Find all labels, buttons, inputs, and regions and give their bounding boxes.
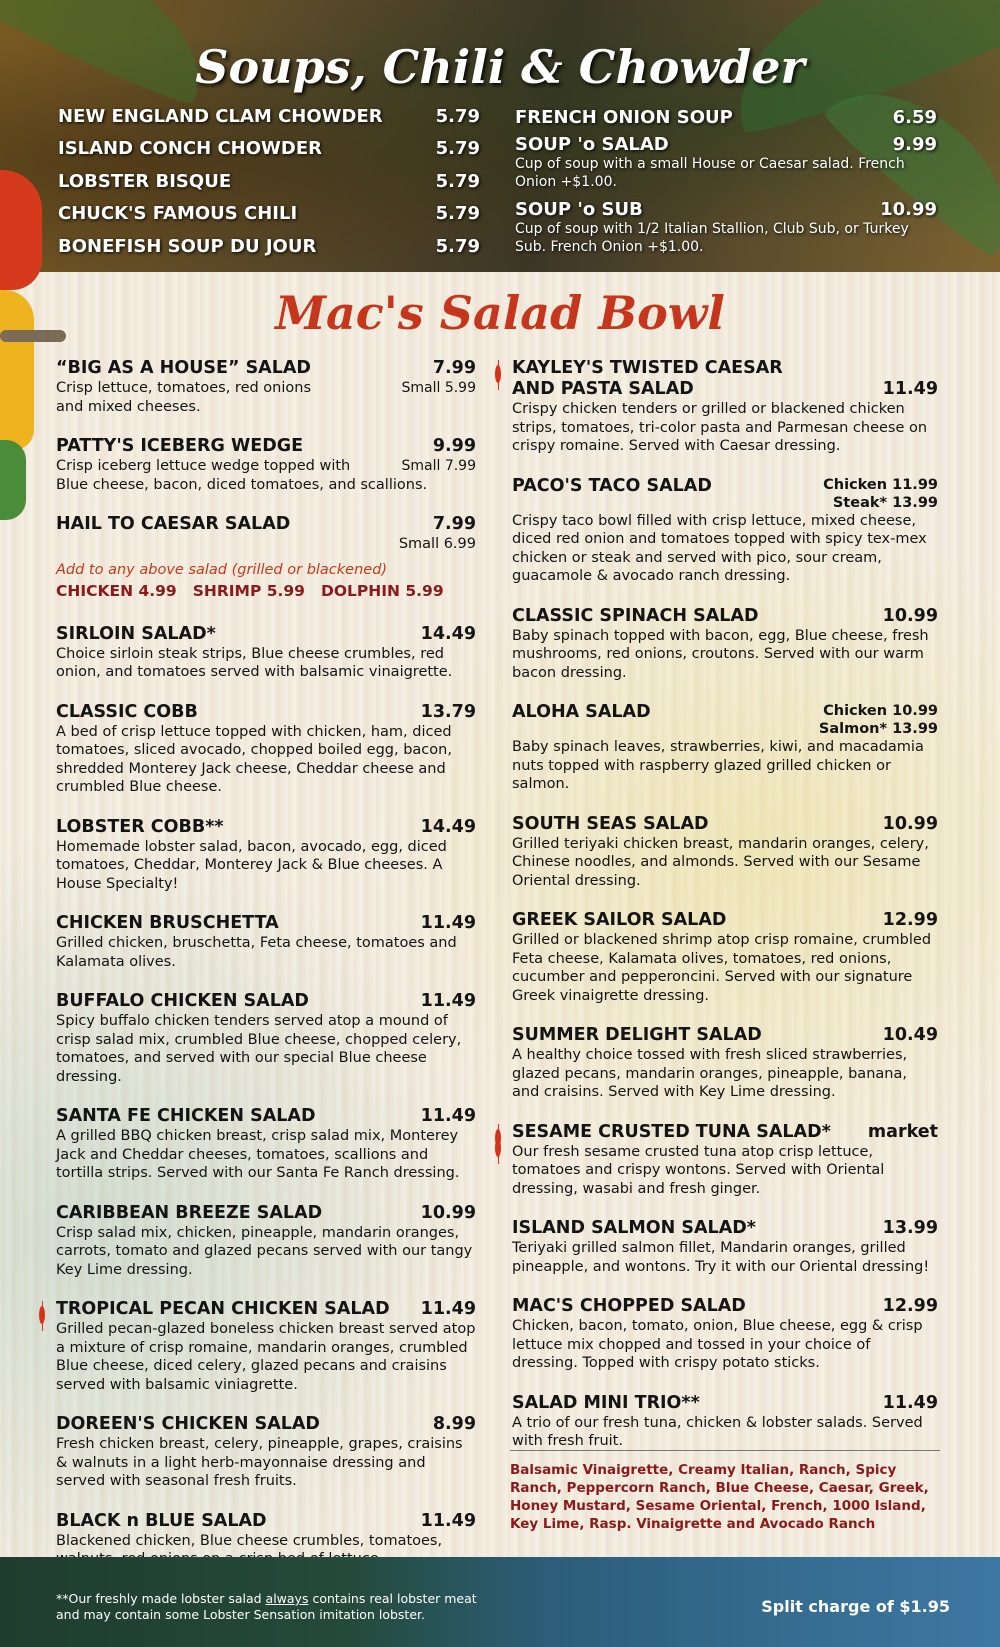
salad-section [0, 272, 1000, 1557]
item-name: TROPICAL PECAN CHICKEN SALAD [56, 1299, 390, 1319]
soup-item [58, 100, 480, 133]
addon-chicken: CHICKEN 4.99 [56, 581, 177, 600]
item-price-chicken: Chicken 11.99 [823, 476, 938, 493]
small-price: Small 7.99 [401, 458, 476, 474]
soup-name: SOUP 'o SUB [515, 199, 643, 220]
item-name: LOBSTER COBB** [56, 816, 224, 837]
footnote-text: **Our freshly made lobster salad [56, 1591, 266, 1606]
item-description: Spicy buffalo chicken tenders served atop a mound of crisp salad mix, crumbled Blue cheese, chopped celery, tomatoes, and served with our special Blue cheese dressing. [56, 1013, 462, 1085]
item-name: “BIG AS A HOUSE” SALAD [56, 358, 311, 378]
menu-item [56, 358, 476, 416]
addon-dolphin: DOLPHIN 5.99 [320, 581, 444, 600]
soup-price: 5.79 [435, 138, 480, 160]
menu-item [56, 817, 476, 894]
soup-item [515, 134, 937, 155]
item-name: BLACK n BLUE SALAD [56, 1510, 267, 1531]
menu-item [56, 913, 476, 971]
soup-section [0, 0, 1000, 272]
item-price: 10.99 [420, 1202, 476, 1223]
soup-description: Cup of soup with a small House or Caesar salad. French Onion +$1.00. [515, 156, 905, 190]
item-description: Crispy taco bowl filled with crisp lettuce, mixed cheese, diced red onion and tomatoes topped with spicy tex-mex chicken or steak and served with pico, sour cream, guacamole & avocado ranch dressing. [512, 512, 927, 584]
item-name: CHICKEN BRUSCHETTA [56, 913, 279, 933]
item-description: A grilled BBQ chicken breast, crisp salad mix, Monterey Jack and Cheddar cheeses, tomatoes, scallions and tortilla strips. Served with our Santa Fe Ranch dressing. [56, 1128, 460, 1181]
item-price: 12.99 [882, 1296, 938, 1316]
item-description: Our fresh sesame crusted tuna atop crisp lettuce, tomatoes and crispy wontons. Served with Oriental dressing, wasabi and fresh ginger. [512, 1143, 885, 1197]
item-description: Crisp lettuce, tomatoes, red onions [56, 380, 312, 396]
soup-item [58, 198, 480, 231]
parrot-tail-shape [0, 440, 26, 520]
soup-name: NEW ENGLAND CLAM CHOWDER [58, 105, 383, 127]
item-price: 11.49 [882, 379, 938, 399]
soup-name: ISLAND CONCH CHOWDER [58, 138, 322, 160]
item-price-steak: Steak* 13.99 [832, 494, 938, 511]
soup-price: 9.99 [892, 134, 937, 155]
soup-name: SOUP 'o SALAD [515, 134, 669, 155]
item-name: KAYLEY'S TWISTED CAESAR [512, 358, 783, 378]
fishing-lure-icon [494, 360, 502, 390]
item-description: Choice sirloin steak strips, Blue cheese crumbles, red onion, and tomatoes served with balsamic vinaigrette. [56, 645, 453, 680]
soup-price: 5.79 [435, 235, 480, 257]
menu-item [512, 1025, 938, 1102]
dressing-list: Balsamic Vinaigrette, Creamy Italian, Ranch, Spicy Ranch, Peppercorn Ranch, Blue Cheese, Caesar, Greek, Honey Mustard, Sesame Oriental, French, 1000 Island, Key Lime, Rasp. Vinaigrette and Avocado Ranch [510, 1450, 940, 1533]
item-price: 11.49 [420, 1510, 476, 1531]
item-price-salmon: Salmon* 13.99 [818, 721, 938, 737]
item-name: ALOHA SALAD [512, 702, 651, 722]
menu-item [512, 1218, 938, 1276]
item-description: and mixed cheeses. [56, 398, 201, 415]
addon-note: Add to any above salad (grilled or blackened) [56, 561, 388, 578]
footer [0, 1557, 1000, 1647]
item-description: Grilled pecan-glazed boneless chicken breast served atop a mixture of crisp romaine, mandarin oranges, crumbled Blue cheese, diced celery, glazed pecans and craisins served with balsamic viniagrette. [56, 1321, 476, 1393]
item-price: 9.99 [432, 436, 476, 456]
item-description: Grilled chicken, bruschetta, Feta cheese, tomatoes and Kalamata olives. [56, 935, 457, 970]
menu-item [512, 814, 938, 891]
item-name: DOREEN'S CHICKEN SALAD [56, 1414, 320, 1434]
item-price: 12.99 [882, 910, 938, 930]
item-name: SOUTH SEAS SALAD [512, 813, 709, 834]
item-name: MAC'S CHOPPED SALAD [512, 1296, 746, 1316]
soup-price: 5.79 [435, 105, 480, 127]
branch-shape [0, 330, 66, 342]
menu-item [512, 476, 938, 586]
menu-item [512, 1393, 938, 1451]
item-price: 7.99 [432, 358, 476, 378]
item-name: CARIBBEAN BREEZE SALAD [56, 1202, 323, 1223]
soup-list-left [58, 100, 480, 263]
item-name: SALAD MINI TRIO** [512, 1392, 700, 1413]
item-price: market [867, 1121, 938, 1142]
salad-section-title: Mac's Salad Bowl [275, 286, 725, 340]
item-price: 13.99 [882, 1218, 938, 1238]
item-price: 10.99 [882, 813, 938, 834]
menu-item [512, 1122, 938, 1199]
soup-item [515, 199, 937, 220]
salad-list-right [512, 358, 938, 1471]
soup-list-right [515, 100, 937, 264]
item-description: Baby spinach leaves, strawberries, kiwi, and macadamia nuts topped with raspberry glazed grilled chicken or salmon. [512, 739, 924, 792]
item-name-line2: AND PASTA SALAD [512, 379, 694, 399]
menu-item [512, 702, 938, 794]
item-description: Chicken, bacon, tomato, onion, Blue cheese, egg & crisp lettuce mix chopped and tossed in your choice of dressing. Topped with crispy potato sticks. [512, 1318, 923, 1371]
parrot-illustration [0, 160, 48, 560]
item-price: 11.49 [420, 1299, 476, 1319]
item-price: 10.49 [882, 1025, 938, 1045]
item-name: SIRLOIN SALAD* [56, 623, 216, 644]
footnote-text: contains real lobster meat and may contain some Lobster Sensation imitation lobster. [56, 1591, 477, 1622]
item-name: SANTA FE CHICKEN SALAD [56, 1106, 316, 1126]
addon-prices [56, 582, 476, 600]
fishing-lure-icon [494, 1124, 502, 1154]
parrot-body-shape [0, 290, 34, 450]
small-price: Small 5.99 [401, 380, 476, 396]
soup-description: Cup of soup with 1/2 Italian Stallion, Club Sub, or Turkey Sub. French Onion +$1.00. [515, 221, 909, 255]
item-name: CLASSIC COBB [56, 701, 198, 722]
item-description: Crisp iceberg lettuce wedge topped with [56, 458, 351, 474]
item-description: Baby spinach topped with bacon, egg, Blue cheese, fresh mushrooms, red onions, croutons. Served with our warm bacon dressing. [512, 627, 929, 681]
footnote-emphasis: always [265, 1591, 309, 1606]
item-description: Blackened chicken, Blue cheese crumbles, tomatoes, [56, 1532, 443, 1549]
soup-name: CHUCK'S FAMOUS CHILI [58, 203, 298, 225]
split-charge: Split charge of $1.95 [761, 1597, 950, 1616]
item-description: Homemade lobster salad, bacon, avocado, egg, diced tomatoes, Cheddar, Monterey Jack & Blue cheeses. A House Specialty! [56, 838, 447, 892]
menu-item [512, 606, 938, 683]
item-name: PACO'S TACO SALAD [512, 475, 712, 496]
item-price: 11.49 [420, 991, 476, 1011]
item-price-chicken: Chicken 10.99 [823, 703, 938, 719]
item-name: PATTY'S ICEBERG WEDGE [56, 436, 304, 456]
soup-name: BONEFISH SOUP DU JOUR [58, 235, 317, 257]
item-description: A trio of our fresh tuna, chicken & lobster salads. Served with fresh fruit. [512, 1414, 923, 1449]
soup-price: 5.79 [435, 170, 480, 192]
soup-price: 10.99 [880, 199, 937, 220]
addon-shrimp: SHRIMP 5.99 [192, 581, 305, 600]
menu-item [56, 624, 476, 682]
item-name: HAIL TO CAESAR SALAD [56, 514, 291, 534]
item-price: 13.79 [420, 701, 476, 722]
soup-item [58, 165, 480, 198]
soup-item [58, 133, 480, 166]
item-price: 11.49 [882, 1392, 938, 1413]
item-price: 10.99 [882, 605, 938, 626]
item-description: Grilled or blackened shrimp atop crisp romaine, crumbled Feta cheese, Kalamata olives, tomatoes, red onions, cucumber and pepperoncini. Served with our signature Greek vinaigrette dressing. [512, 932, 932, 1004]
item-name: SESAME CRUSTED TUNA SALAD* [512, 1121, 831, 1142]
item-description: Crisp salad mix, chicken, pineapple, mandarin oranges, carrots, tomato and glazed pecans served with our tangy Key Lime dressing. [56, 1224, 473, 1278]
soup-item [515, 102, 937, 132]
menu-item [512, 910, 938, 1005]
item-description: A healthy choice tossed with fresh sliced strawberries, glazed pecans, mandarin oranges, pineapple, banana, and craisins. Served with Key Lime dressing. [512, 1047, 908, 1100]
item-name: BUFFALO CHICKEN SALAD [56, 991, 309, 1011]
menu-item [512, 1296, 938, 1373]
fishing-lure-icon [38, 1301, 46, 1331]
item-name: GREEK SAILOR SALAD [512, 910, 727, 930]
item-price: 11.49 [420, 1106, 476, 1126]
item-description: Crispy chicken tenders or grilled or blackened chicken strips, tomatoes, tri-color pasta and Parmesan cheese on crispy romaine. Served with Caesar dressing. [512, 401, 928, 454]
menu-item [56, 1203, 476, 1280]
item-description: Teriyaki grilled salmon fillet, Mandarin oranges, grilled pineapple, and wontons. Try it with our Oriental dressing! [512, 1240, 930, 1275]
soup-price: 5.79 [435, 203, 480, 225]
salad-list-left [56, 358, 476, 1589]
item-description: A bed of crisp lettuce topped with chicken, ham, diced tomatoes, sliced avocado, chopped boiled egg, bacon, shredded Monterey Jack cheese, Cheddar cheese and crumbled Blue cheese. [56, 723, 452, 795]
menu-item [56, 991, 476, 1086]
item-price: 8.99 [432, 1414, 476, 1434]
item-name: SUMMER DELIGHT SALAD [512, 1025, 762, 1045]
item-description: Grilled teriyaki chicken breast, mandarin oranges, celery, Chinese noodles, and almonds. Served with our Sesame Oriental dressing. [512, 835, 929, 889]
menu-item [56, 514, 476, 554]
small-price: Small 6.99 [398, 536, 476, 552]
parrot-head-shape [0, 170, 42, 290]
item-description: Fresh chicken breast, celery, pineapple, grapes, craisins & walnuts in a light herb-mayonnaise dressing and served with seasonal fresh fruits. [56, 1436, 463, 1489]
menu-item [56, 1414, 476, 1491]
menu-item [512, 358, 938, 456]
soup-name: LOBSTER BISQUE [58, 170, 232, 192]
menu-item [56, 1299, 476, 1394]
soup-name: FRENCH ONION SOUP [515, 106, 733, 128]
menu-item [56, 702, 476, 797]
item-price: 11.49 [420, 913, 476, 933]
item-name: ISLAND SALMON SALAD* [512, 1218, 756, 1238]
item-price: 14.49 [420, 623, 476, 644]
item-price: 7.99 [432, 514, 476, 534]
item-price: 14.49 [420, 816, 476, 837]
item-name: CLASSIC SPINACH SALAD [512, 605, 759, 626]
soup-price: 6.59 [892, 106, 937, 128]
lobster-footnote [56, 1591, 496, 1623]
soup-item [58, 230, 480, 263]
item-description: Blue cheese, bacon, diced tomatoes, and scallions. [56, 476, 428, 493]
menu-item [56, 436, 476, 494]
menu-item [56, 1106, 476, 1183]
soup-section-title: Soups, Chili & Chowder [195, 40, 805, 94]
